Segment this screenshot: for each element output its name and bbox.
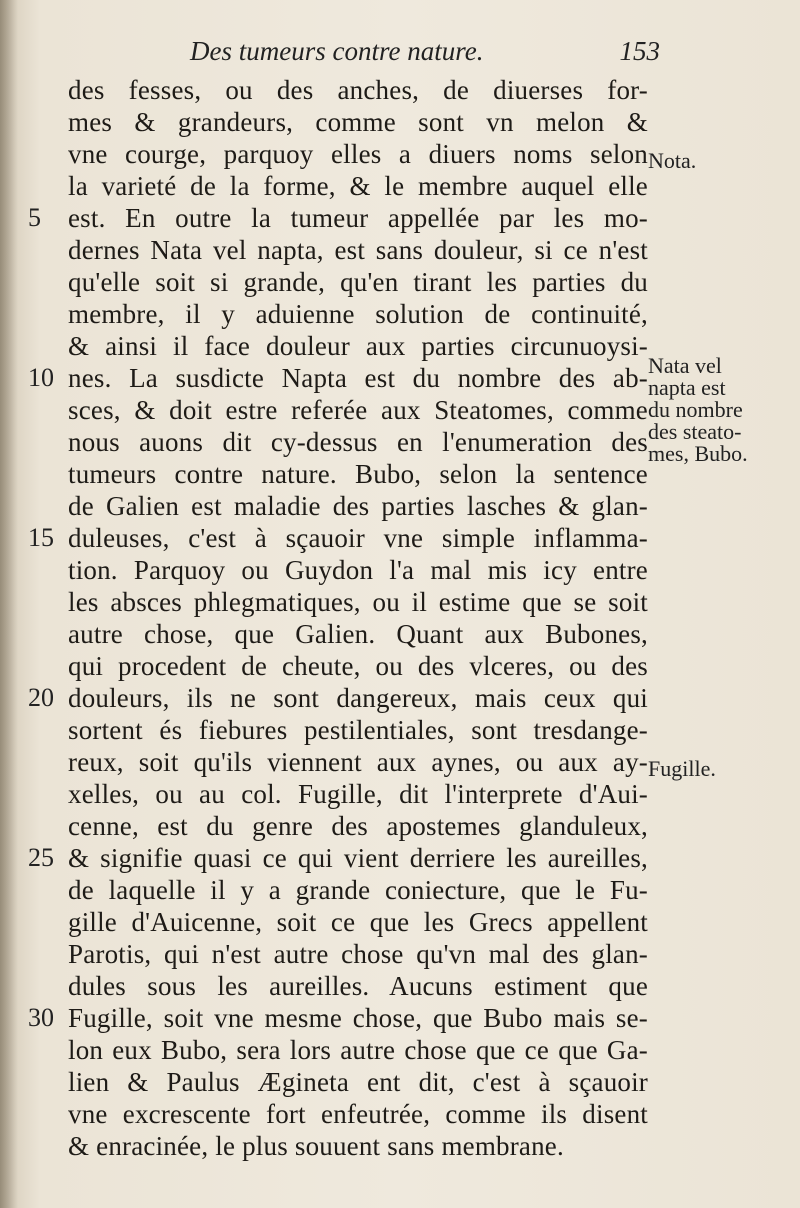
text-line: les absces phlegmatiques, ou il estime que se soit: [68, 587, 648, 617]
text-line: membre, il y aduienne solution de continuité,: [68, 299, 648, 329]
text-line: & enracinée, le plus souuent sans membrane.: [68, 1131, 564, 1161]
text-line: autre chose, que Galien. Quant aux Bubones,: [68, 619, 648, 649]
text-line: nous auons dit cy-dessus en l'enumeration des: [68, 427, 648, 457]
text-line: tumeurs contre nature. Bubo, selon la sentence: [68, 459, 648, 489]
text-line: qu'elle soit si grande, qu'en tirant les parties du: [68, 267, 648, 297]
text-line: reux, soit qu'ils viennent aux aynes, ou aux ay-: [68, 747, 648, 777]
gutter-shadow: [0, 0, 18, 1208]
text-line: dules sous les aureilles. Aucuns estiment que: [68, 971, 648, 1001]
line-number: 20: [28, 683, 54, 712]
line-number: 10: [28, 363, 54, 392]
running-title: Des tumeurs contre nature.: [190, 36, 484, 66]
text-line: xelles, ou au col. Fugille, dit l'interprete d'Aui-: [68, 779, 648, 809]
text-line: Fugille, soit vne mesme chose, que Bubo mais se-: [68, 1003, 648, 1033]
text-line: duleuses, c'est à sçauoir vne simple inflamma-: [68, 523, 648, 553]
margin-note-line: Fugille.: [648, 756, 716, 781]
margin-note-line: mes, Bubo.: [648, 441, 748, 466]
line-number: 25: [28, 843, 54, 872]
text-line: vne courge, parquoy elles a diuers noms selon: [68, 139, 648, 169]
text-line: nes. La susdicte Napta est du nombre des ab-: [68, 363, 648, 393]
text-line: douleurs, ils ne sont dangereux, mais ceux qui: [68, 683, 648, 713]
text-line: lon eux Bubo, sera lors autre chose que ce que Ga-: [68, 1035, 648, 1065]
text-line: dernes Nata vel napta, est sans douleur, si ce n'est: [68, 235, 648, 265]
margin-note-line: du nombre: [648, 397, 743, 422]
text-line: la varieté de la forme, & le membre auquel elle: [68, 171, 648, 201]
text-line: qui procedent de cheute, ou des vlceres, ou des: [68, 651, 648, 681]
line-number: 5: [28, 203, 41, 232]
text-line: vne excrescente fort enfeutrée, comme ils disent: [68, 1099, 648, 1129]
text-line: & signifie quasi ce qui vient derriere les aureilles,: [68, 843, 648, 873]
margin-note-fugille: [648, 758, 798, 780]
page-header: [70, 36, 660, 70]
text-line: cenne, est du genre des apostemes glanduleux,: [68, 811, 648, 841]
text-line: & ainsi il face douleur aux parties circunuoysi-: [68, 331, 648, 361]
margin-note-line: Nota.: [648, 148, 697, 173]
text-line: de Galien est maladie des parties lasches & glan-: [68, 491, 648, 521]
page-number: 153: [619, 36, 660, 66]
text-line: de laquelle il y a grande coniecture, que le Fu-: [68, 875, 648, 905]
text-line: des fesses, ou des anches, de diuerses for-: [68, 75, 648, 105]
line-number: 15: [28, 523, 54, 552]
line-number: 30: [28, 1003, 54, 1032]
text-line: mes & grandeurs, comme sont vn melon &: [68, 107, 648, 137]
text-line: tion. Parquoy ou Guydon l'a mal mis icy entre: [68, 555, 648, 585]
text-line: est. En outre la tumeur appellée par les mo-: [68, 203, 648, 233]
margin-note-line: Nata vel: [648, 353, 722, 378]
text-line: gille d'Auicenne, soit ce que les Grecs appellent: [68, 907, 648, 937]
text-line: sces, & doit estre referée aux Steatomes, comme: [68, 395, 648, 425]
margin-note-line: des steato-: [648, 419, 742, 444]
text-line: Parotis, qui n'est autre chose qu'vn mal des glan-: [68, 939, 648, 969]
margin-note-nota: [648, 150, 798, 172]
text-line: lien & Paulus Ægineta ent dit, c'est à sçauoir: [68, 1067, 648, 1097]
text-line: sortent és fiebures pestilentiales, sont tresdange-: [68, 715, 648, 745]
margin-note-line: napta est: [648, 375, 726, 400]
margin-note-nata: [648, 355, 798, 465]
